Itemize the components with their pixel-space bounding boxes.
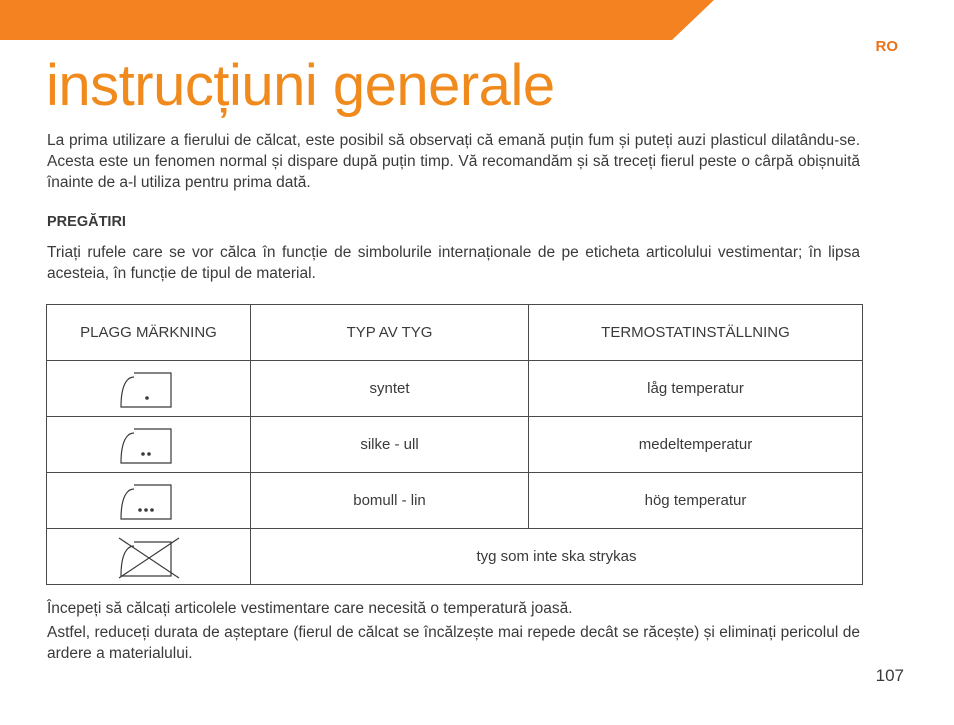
header-cell-fabric: TYP AV TYG	[251, 305, 529, 361]
page-number: 107	[875, 666, 904, 685]
header-accent-bar	[0, 0, 954, 40]
ironing-symbols-table	[46, 304, 863, 585]
no-iron-cell: tyg som inte ska strykas	[251, 529, 863, 585]
section-heading: PREGĂTIRI	[47, 214, 126, 230]
header-cell-marking: PLAGG MÄRKNING	[47, 305, 251, 361]
preparation-paragraph: Triați rufele care se vor călca în funcție de simbolurile internaționale de pe eticheta articolului vestimentar; în lipsa acesteia, în funcție de tipul de material.	[47, 244, 860, 282]
fabric-cell: silke - ull	[251, 417, 529, 473]
symbol-cell	[47, 529, 251, 585]
iron-1-dot-icon	[119, 367, 179, 411]
symbol-cell	[47, 361, 251, 417]
header-cell-thermostat: TERMOSTATINSTÄLLNING	[529, 305, 863, 361]
fabric-cell: bomull - lin	[251, 473, 529, 529]
iron-3-dots-icon	[119, 479, 179, 523]
language-code: RO	[875, 38, 898, 55]
closing-line-2: Astfel, reduceți durata de așteptare (fierul de călcat se încălzește mai repede decât se răcește) și eliminați pericolul de ardere a materialului.	[47, 624, 860, 662]
symbol-cell	[47, 417, 251, 473]
page-title: instrucțiuni generale	[46, 53, 555, 118]
symbol-cell	[47, 473, 251, 529]
fabric-cell: syntet	[251, 361, 529, 417]
table-row	[47, 417, 863, 473]
table-header-row	[47, 305, 863, 361]
iron-2-dots-icon	[119, 423, 179, 467]
iron-crossed-icon	[117, 534, 181, 580]
table-row	[47, 529, 863, 585]
table-row	[47, 473, 863, 529]
setting-cell: medeltemperatur	[529, 417, 863, 473]
intro-paragraph: La prima utilizare a fierului de călcat, este posibil să observați că emană puțin fum și puteți auzi plasticul dilatându-se. Acesta este un fenomen normal și dispare după puțin timp. Vă recomandăm și să treceți fierul peste o cârpă obișnuită înainte de a-l utiliza pentru prima dată.	[47, 132, 860, 191]
table-row	[47, 361, 863, 417]
setting-cell: låg temperatur	[529, 361, 863, 417]
closing-line-1: Începeți să călcați articolele vestimentare care necesită o temperatură joasă.	[47, 600, 573, 617]
setting-cell: hög temperatur	[529, 473, 863, 529]
